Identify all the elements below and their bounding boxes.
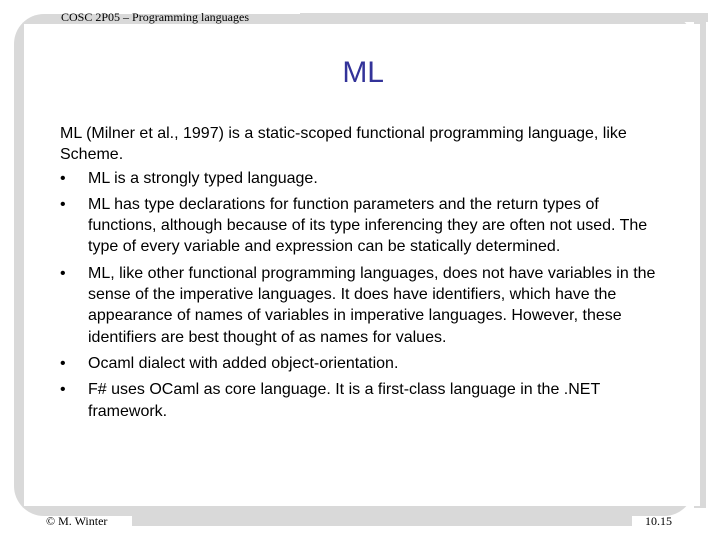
footer-page-number: 10.15: [645, 514, 672, 528]
bullet-text: F# uses OCaml as core language. It is a first-class language in the .NET framework.: [88, 381, 600, 420]
bullet-item: [60, 353, 670, 374]
footer-bar: [132, 516, 632, 526]
header-bar: [300, 13, 708, 22]
bullet-text: ML has type declarations for function parameters and the return types of functions, although because of its type inferencing they are often not used. The type of every variable and expression can be statically determined.: [88, 195, 648, 256]
course-header: COSC 2P05 – Programming languages: [61, 10, 249, 24]
slide-body: [60, 123, 670, 427]
bullet-icon: •: [60, 195, 66, 213]
bullet-text: Ocaml dialect with added object-orientation.: [88, 354, 399, 372]
bullet-item: [60, 263, 670, 348]
bullet-icon: •: [60, 169, 66, 187]
slide-title: ML: [342, 56, 384, 89]
bullet-icon: •: [60, 354, 66, 372]
bullet-item: [60, 379, 670, 422]
bullet-item: [60, 168, 670, 189]
bullet-text: ML is a strongly typed language.: [88, 169, 318, 187]
bullet-item: [60, 194, 670, 258]
intro-paragraph: ML (Milner et al., 1997) is a static-scoped functional programming language, like Scheme.: [60, 125, 627, 164]
footer-author: © M. Winter: [46, 514, 108, 528]
bullet-icon: •: [60, 264, 66, 282]
bullet-list: [60, 168, 670, 422]
bullet-icon: •: [60, 381, 66, 399]
bullet-text: ML, like other functional programming languages, does not have variables in the sense of the imperative languages. It does have identifiers, which have the appearance of names of variables in imperative languages. However, these identifiers are best thought of as names for values.: [88, 264, 656, 346]
